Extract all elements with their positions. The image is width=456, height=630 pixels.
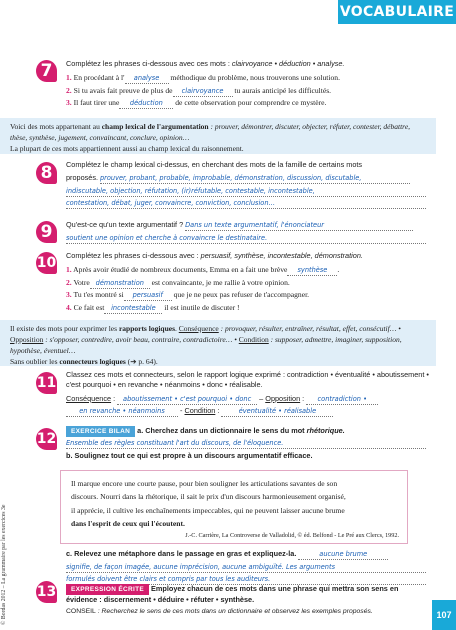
exercise-12-a-answer: Ensemble des règles constituant l'art du discours, de l'éloquence. <box>66 437 436 450</box>
exercise-10-instruction: Complétez les phrases ci-dessous avec : persuasif, synthèse, incontestable, démonstration. <box>66 251 363 260</box>
quote-line-4: dans l'esprit de ceux qui l'écoutent. <box>71 519 185 529</box>
exercise-11-badge: 11 <box>36 372 58 396</box>
exercise-12-part-c <box>66 548 436 586</box>
exercise-7-sentence-2: 2. Si tu avais fait preuve de plus de clairvoyance tu aurais anticipé les difficultés. <box>66 85 332 95</box>
exercise-12 <box>66 426 436 461</box>
exercise-12-c-line-2: signifie, de façon imagée, aucune imprécision, aucune ambiguïté. Les arguments <box>66 561 436 574</box>
exercise-12-c-line-1: c. Relevez une métaphore dans le passage en gras et expliquez-la. aucune brume <box>66 548 436 561</box>
info-box-logical-relations: Il existe des mots pour exprimer les rapports logiques. Conséquence : provoquer, résulter, entraîner, résultat, effet, consécutif… • Opposition : s'opposer, contredire, avoir beau, contraire, contradictoire… • Condition : supposer, admettre, imaginer, supposition, hypothèse, éventuel… Sans oublier les connecteurs logiques (➔ p. 64). <box>0 320 436 366</box>
exercise-10-sentence-1: 1. Après avoir étudié de nombreux documents, Emma en a fait une brève synthèse . <box>66 265 340 274</box>
exercise-8-line-2: indiscutable, objection, réfutation, (ir)réfutable, contestable, incontestable, <box>66 185 436 198</box>
exercise-10-sentence-2: 2. Votre démonstration est convaincante, je me rallie à votre opinion. <box>66 277 290 287</box>
exercise-8-badge: 8 <box>36 162 58 186</box>
exercise-9-line-2: soutient une opinion et cherche à convaincre le destinataire. <box>66 232 436 245</box>
exercise-7 <box>66 59 446 110</box>
quote-source: J.-C. Carrière, La Controverse de Valladolid, © éd. Belfond - Le Pré aux Clercs, 1992. <box>185 531 399 539</box>
section-banner: VOCABULAIRE <box>338 0 456 24</box>
quote-line-2: discours. Nourri dans la rhétorique, il sait le prix d'un discours harmonieusement organisé, <box>71 492 346 502</box>
exercise-9 <box>66 219 436 244</box>
exercise-9-line-1: Qu'est-ce qu'un texte argumentatif ? Dans un texte argumentatif, l'énonciateur <box>66 219 436 232</box>
exercise-12-badge: 12 <box>36 428 58 452</box>
exercise-13-badge: 13 <box>36 581 58 605</box>
exercise-12-c-line-3: formulés doivent être clairs et compris par tous les auditeurs. <box>66 573 436 586</box>
exercise-9-badge: 9 <box>36 221 58 245</box>
exercise-8-line-3: contestation, débat, juger, convaincre, conviction, conclusion… <box>66 197 436 210</box>
exercise-7-instruction: Complétez les phrases ci-dessous avec ces mots : clairvoyance • déduction • analyse. <box>66 59 345 68</box>
exercise-13-instruction: EXPRESSION ÉCRITE Employez chacun de ces mots dans une phrase qui mettra son sens en évidence : discernement • déduire • réfuter • synthèse. <box>66 584 399 604</box>
exercise-7-sentence-3: 3. Il faut tirer une déduction de cette observation pour comprendre ce mystère. <box>66 98 327 108</box>
exercise-12-part-b: b. Soulignez tout ce qui est propre à un discours argumentatif efficace. <box>66 450 313 460</box>
quote-line-1: Il marque encore une courte pause, pour bien souligner les articulations savantes de son <box>71 479 338 488</box>
exercise-11-condition: en revanche • néanmoins - Condition : éventualité • réalisable <box>66 405 440 417</box>
exercise-10-sentence-3: 3. Tu t'es montré si persuasif que je ne peux pas refuser de t'accompagner. <box>66 290 310 300</box>
exercise-12-part-a: EXERCICE BILAN a. Cherchez dans un dictionnaire le sens du mot rhétorique. <box>66 426 436 437</box>
exercise-10-badge: 10 <box>36 252 58 276</box>
exercise-7-badge: 7 <box>36 60 58 84</box>
exercise-11 <box>66 370 440 417</box>
quote-box <box>60 470 408 544</box>
quote-line-3: il apprécie, il cultive les enchaînements impeccables, qui ne peuvent laisser aucune brume <box>71 505 345 515</box>
exercise-11-consequence: Conséquence : aboutissement • c'est pourquoi • donc – Opposition : contradiction • <box>66 393 440 405</box>
exercise-8 <box>66 160 436 210</box>
exercise-8-line-1: proposés. prouver, probant, probable, improbable, démonstration, discussion, discutable, <box>66 172 436 185</box>
exercise-7-sentence-1: 1. En procédant à l' analyse méthodique du problème, nous trouverons une solution. <box>66 73 340 82</box>
copyright-vertical: © Bordas 2012 – La grammaire par les exercices 3e <box>1 504 7 625</box>
page-number: 107 <box>432 600 456 630</box>
exercise-11-instruction: Classez ces mots et connecteurs, selon le rapport logique exprimé : contradiction • éventualité • aboutissement • c'est pourquoi • en revanche • néanmoins • donc • réalisable. <box>66 370 429 389</box>
exercise-bilan-tag: EXERCICE BILAN <box>66 426 135 437</box>
exercise-8-instruction: Complétez le champ lexical ci-dessus, en cherchant des mots de la famille de certains mots <box>66 160 363 169</box>
info-box-argumentation: Voici des mots appartenant au champ lexical de l'argumentation : prouver, démontrer, discuter, objecter, réfuter, contester, débattre, thèse, synthèse, jugement, convaincant, conclure, opinion… La plupart de ces mots appartiennent aussi au champ lexical du raisonnement. <box>0 118 436 154</box>
exercise-13 <box>66 584 416 617</box>
expression-ecrite-tag: EXPRESSION ÉCRITE <box>66 584 149 595</box>
exercise-10 <box>66 251 442 314</box>
exercise-13-advice: CONSEIL : Recherchez le sens de ces mots dans un dictionnaire et observez les exemples proposés. <box>66 608 373 615</box>
exercise-10-sentence-4: 4. Ce fait est incontestable il est inutile de discuter ! <box>66 302 240 312</box>
